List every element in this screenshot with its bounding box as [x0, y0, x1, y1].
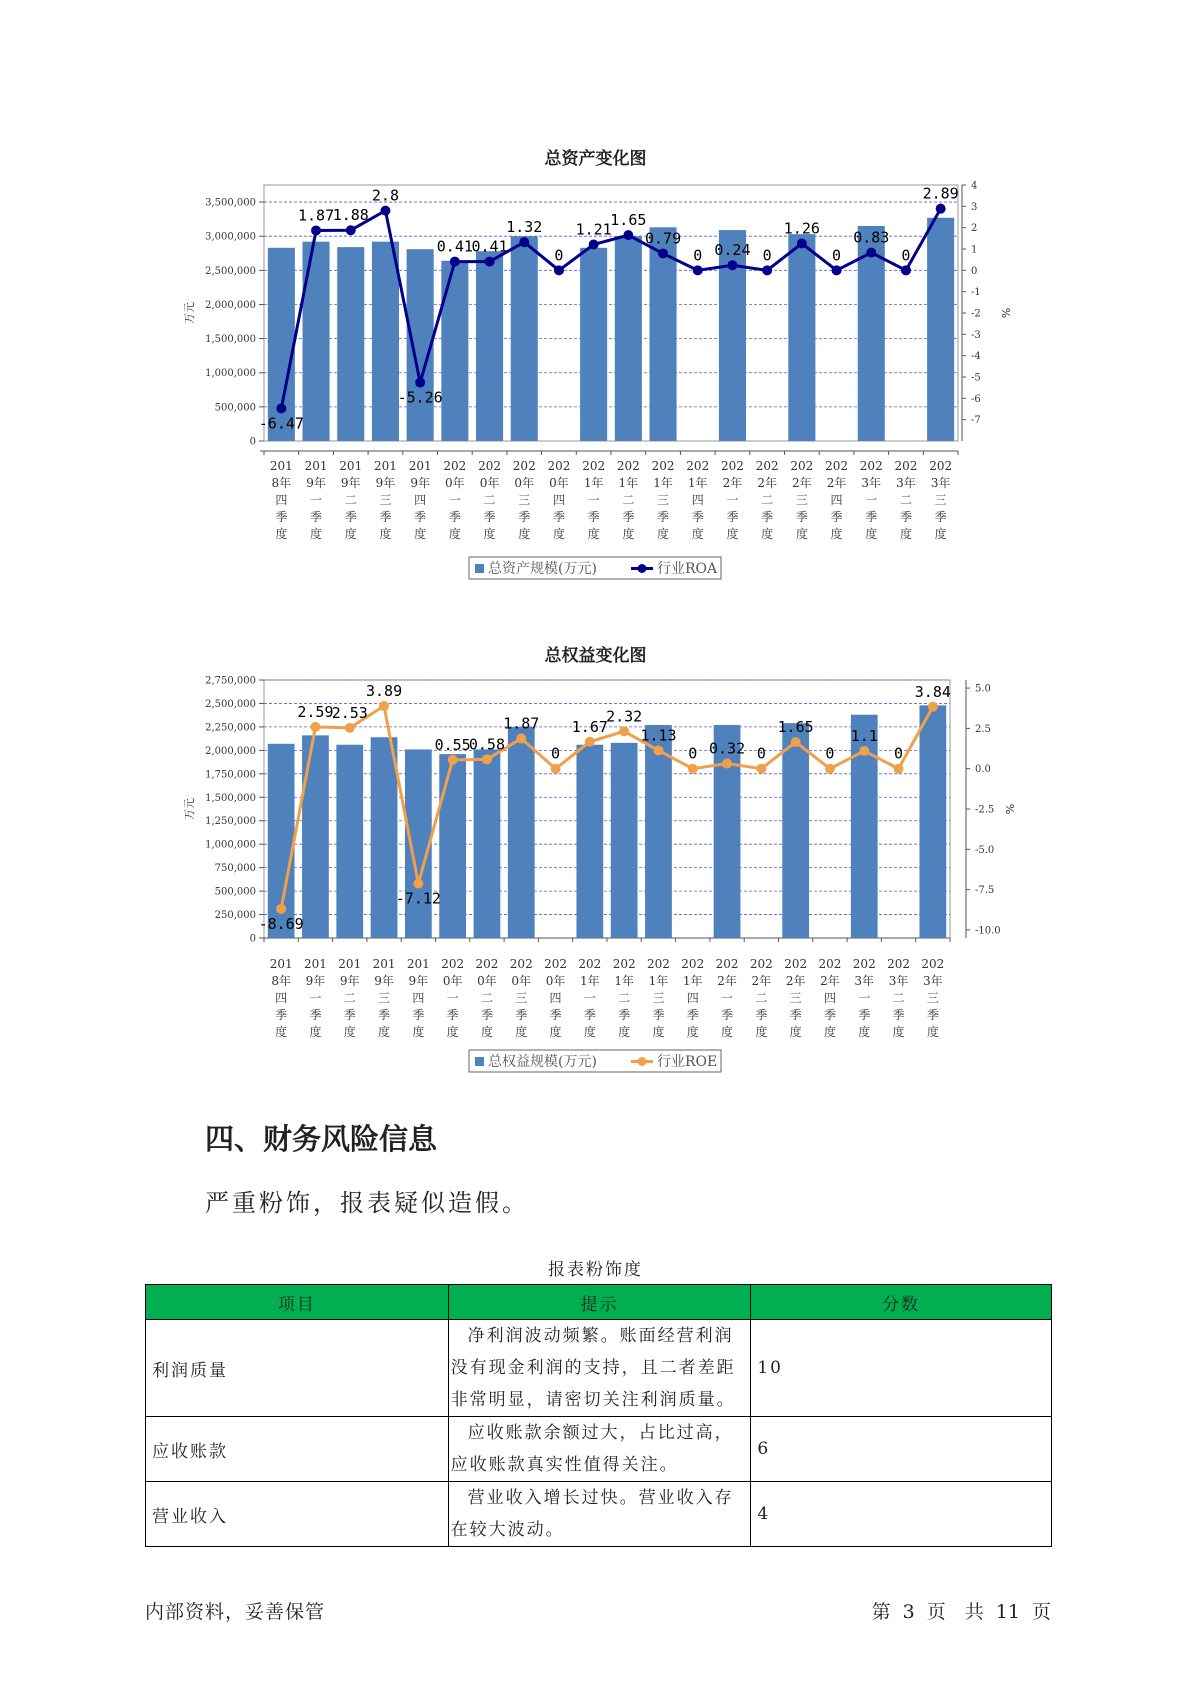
- y2-axis-label: %: [1003, 803, 1016, 815]
- y2-tick-label: 2.5: [975, 723, 991, 735]
- bar: [474, 749, 501, 938]
- y2-tick-label: -4: [971, 351, 981, 363]
- x-tick-label: 202 2年二季度: [755, 459, 779, 541]
- bar: [441, 261, 468, 441]
- y-tick-label: 3,000,000: [205, 231, 256, 243]
- bar: [405, 749, 432, 938]
- y-tick-label: 2,750,000: [205, 675, 256, 687]
- series-point: [658, 248, 668, 258]
- y-tick-label: 2,250,000: [205, 722, 256, 734]
- chart-title-total-assets: 总资产变化图: [544, 149, 647, 169]
- x-tick-label: 202 0年二季度: [475, 957, 499, 1039]
- bar: [580, 248, 607, 441]
- bar: [439, 754, 466, 938]
- y-tick-label: 0: [249, 436, 256, 448]
- x-tick-label: 202 1年一季度: [578, 957, 602, 1039]
- series-point: [516, 734, 526, 744]
- x-tick-label: 202 2年四季度: [818, 957, 842, 1039]
- y2-tick-label: -3: [971, 329, 981, 341]
- x-tick-label: 202 1年二季度: [612, 957, 636, 1039]
- data-label: 0.83: [853, 228, 890, 247]
- legend-line-label: 行业ROA: [657, 561, 718, 577]
- x-tick-label: 202 3年一季度: [859, 459, 883, 541]
- y2-tick-label: -10.0: [975, 925, 1001, 937]
- y-tick-label: 3,500,000: [205, 197, 256, 209]
- x-tick-label: 202 0年四季度: [544, 957, 568, 1039]
- y-tick-label: 1,500,000: [205, 334, 256, 346]
- data-label: 1.87: [297, 206, 335, 225]
- legend-bar-label: 总权益规模(万元): [488, 1054, 597, 1070]
- y2-tick-label: -5: [971, 372, 981, 384]
- y2-tick-label: -2: [971, 308, 981, 320]
- y2-tick-label: 0: [971, 265, 978, 277]
- y2-tick-label: -2.5: [975, 804, 995, 816]
- series-point: [825, 764, 835, 774]
- risk-summary: 严重粉饰，报表疑似造假。: [205, 1189, 529, 1217]
- bar: [372, 242, 399, 441]
- y2-tick-label: 3: [971, 201, 978, 213]
- data-label: 1.1: [850, 726, 878, 745]
- bar: [508, 727, 535, 938]
- data-label: 0: [901, 246, 911, 265]
- series-point: [519, 237, 529, 247]
- data-label: -8.69: [258, 914, 304, 933]
- x-tick-label: 202 0年三季度: [509, 957, 533, 1039]
- data-label: 1.87: [503, 714, 540, 733]
- series-point: [762, 265, 772, 275]
- series-point: [832, 265, 842, 275]
- series-point: [346, 225, 356, 235]
- series-point: [276, 403, 286, 413]
- y2-tick-label: 1: [971, 244, 978, 256]
- series-point: [688, 764, 698, 774]
- series-point: [310, 722, 320, 732]
- y-axis-label: 万元: [183, 302, 196, 324]
- total-assets-chart: [0, 175, 1191, 595]
- y2-axis-label: %: [999, 307, 1012, 319]
- y-tick-label: 500,000: [214, 402, 256, 414]
- header-item: 项目: [146, 1285, 449, 1320]
- data-label: 2.89: [922, 184, 959, 203]
- x-tick-label: 202 3年一季度: [852, 957, 876, 1039]
- bar: [611, 743, 638, 938]
- y2-tick-label: -7: [971, 415, 981, 427]
- series-point: [379, 701, 389, 711]
- table-header-row: [146, 1285, 1052, 1320]
- bar: [371, 737, 398, 938]
- series-point: [727, 260, 737, 270]
- x-tick-label: 202 1年四季度: [686, 459, 710, 541]
- data-label: 0.41: [471, 237, 508, 256]
- legend-bar-label: 总资产规模(万元): [488, 561, 597, 577]
- series-point: [482, 754, 492, 764]
- header-tip: 提示: [448, 1285, 751, 1320]
- y2-tick-label: -7.5: [975, 885, 995, 897]
- series-point: [859, 746, 869, 756]
- series-point: [894, 764, 904, 774]
- series-point: [413, 878, 423, 888]
- series-point: [797, 238, 807, 248]
- x-tick-label: 201 8年四季度: [269, 459, 293, 541]
- total-equity-chart: [0, 672, 1191, 1092]
- series-point: [589, 240, 599, 250]
- y2-tick-label: 2: [971, 223, 978, 235]
- series-point: [653, 745, 663, 755]
- x-tick-label: 202 0年一季度: [441, 957, 465, 1039]
- data-label: 0.79: [644, 229, 682, 248]
- bar: [927, 218, 954, 441]
- x-tick-label: 202 3年三季度: [929, 459, 953, 541]
- x-tick-label: 202 1年三季度: [651, 459, 675, 541]
- y-axis-label: 万元: [183, 798, 196, 820]
- y-tick-label: 1,750,000: [205, 769, 256, 781]
- bar: [476, 251, 503, 441]
- x-tick-label: 202 0年二季度: [478, 459, 502, 541]
- x-tick-label: 202 2年一季度: [720, 459, 744, 541]
- section-heading: 四、财务风险信息: [205, 1122, 438, 1156]
- series-point: [554, 265, 564, 275]
- x-tick-label: 201 9年二季度: [338, 957, 362, 1039]
- x-tick-label: 201 9年四季度: [406, 957, 430, 1039]
- series-point: [276, 904, 286, 914]
- data-label: -6.47: [258, 414, 304, 433]
- legend: [469, 557, 721, 579]
- y-tick-label: 2,500,000: [205, 698, 256, 710]
- data-label: 0: [554, 246, 564, 265]
- bar: [919, 705, 946, 938]
- y2-tick-label: -1: [971, 287, 981, 299]
- x-tick-label: 202 0年一季度: [443, 459, 467, 541]
- data-label: 0.24: [714, 241, 751, 260]
- x-tick-label: 201 9年一季度: [304, 459, 328, 541]
- data-label: 0: [762, 246, 772, 265]
- y-tick-label: 2,000,000: [205, 745, 256, 757]
- bar: [788, 234, 815, 441]
- data-label: 2.53: [331, 703, 368, 722]
- y2-tick-label: 5.0: [975, 683, 991, 695]
- table-row: [146, 1320, 1052, 1417]
- y-tick-label: 250,000: [214, 910, 256, 922]
- risk-table: [145, 1284, 1052, 1547]
- x-tick-label: 202 2年一季度: [715, 957, 739, 1039]
- x-tick-label: 201 9年二季度: [339, 459, 363, 541]
- data-label: 0: [832, 246, 842, 265]
- legend-bar-swatch: [475, 564, 484, 573]
- series-point: [551, 764, 561, 774]
- legend-line-marker: [638, 1057, 647, 1066]
- data-label: 1.88: [332, 206, 369, 225]
- y2-tick-label: 4: [971, 180, 978, 192]
- y2-tick-label: -6: [971, 393, 981, 405]
- data-label: 1.13: [640, 726, 677, 745]
- x-tick-label: 202 3年三季度: [921, 957, 945, 1039]
- data-label: 0: [894, 744, 904, 763]
- series-point: [901, 265, 911, 275]
- x-tick-label: 202 0年三季度: [512, 459, 536, 541]
- bar: [615, 236, 642, 441]
- footer-confidential: 内部资料，妥善保管: [145, 1601, 326, 1623]
- data-label: -7.12: [395, 889, 441, 908]
- data-label: 0.41: [436, 237, 473, 256]
- y-tick-label: 2,500,000: [205, 265, 256, 277]
- row-tip: 营业收入增长过快。营业收入存在较大波动。: [448, 1482, 751, 1547]
- data-label: 3.89: [365, 681, 403, 700]
- x-tick-label: 202 0年四季度: [547, 459, 571, 541]
- table-row: [146, 1417, 1052, 1482]
- row-score: 6: [751, 1417, 1052, 1482]
- series-point: [311, 225, 321, 235]
- bar: [782, 723, 809, 938]
- data-label: 0.55: [434, 735, 471, 754]
- x-tick-label: 202 2年二季度: [749, 957, 773, 1039]
- x-tick-label: 202 3年二季度: [887, 957, 911, 1039]
- x-tick-label: 201 9年一季度: [303, 957, 327, 1039]
- series-point: [448, 755, 458, 765]
- bar: [576, 745, 603, 938]
- row-item: 应收账款: [146, 1417, 449, 1482]
- x-tick-label: 202 2年三季度: [790, 459, 814, 541]
- data-label: 0: [756, 744, 766, 763]
- data-label: 1.67: [571, 717, 608, 736]
- series-point: [756, 764, 766, 774]
- bar: [302, 735, 329, 938]
- series-point: [936, 204, 946, 214]
- y2-tick-label: -5.0: [975, 844, 995, 856]
- data-label: 1.21: [575, 220, 612, 239]
- data-label: 0: [551, 744, 561, 763]
- y-tick-label: 1,500,000: [205, 792, 256, 804]
- data-label: 1.65: [777, 718, 814, 737]
- data-label: 3.84: [914, 682, 951, 701]
- series-point: [585, 737, 595, 747]
- footer-page-number: 第 3 页 共 11 页: [871, 1601, 1051, 1623]
- row-tip: 净利润波动频繁。账面经营利润没有现金利润的支持，且二者差距非常明显，请密切关注利润质量。: [448, 1320, 751, 1417]
- row-tip: 应收账款余额过大，占比过高，应收账款真实性值得关注。: [448, 1417, 751, 1482]
- x-tick-label: 202 1年二季度: [616, 459, 640, 541]
- y-tick-label: 500,000: [214, 886, 256, 898]
- legend-line-label: 行业ROE: [657, 1054, 718, 1070]
- legend-line-marker: [638, 564, 647, 573]
- x-tick-label: 201 9年三季度: [373, 459, 397, 541]
- series-point: [623, 230, 633, 240]
- x-tick-label: 202 1年三季度: [646, 957, 670, 1039]
- data-label: 2.59: [297, 702, 334, 721]
- data-label: 0.58: [468, 735, 506, 754]
- data-label: -5.26: [397, 388, 443, 407]
- y-tick-label: 1,000,000: [205, 368, 256, 380]
- bar: [337, 247, 364, 441]
- series-point: [722, 759, 732, 769]
- data-label: 1.32: [506, 218, 543, 237]
- data-label: 0: [693, 246, 703, 265]
- data-label: 2.8: [371, 186, 399, 205]
- x-tick-label: 201 9年四季度: [408, 459, 432, 541]
- series-point: [619, 726, 629, 736]
- y-tick-label: 0: [249, 933, 256, 945]
- data-label: 0: [825, 744, 835, 763]
- data-label: 0.32: [708, 739, 746, 758]
- series-point: [866, 248, 876, 258]
- x-tick-label: 202 2年四季度: [825, 459, 849, 541]
- y-tick-label: 1,000,000: [205, 839, 256, 851]
- series-point: [380, 206, 390, 216]
- y-tick-label: 2,000,000: [205, 299, 256, 311]
- series-point: [791, 737, 801, 747]
- x-tick-label: 202 2年三季度: [784, 957, 808, 1039]
- legend: [469, 1050, 721, 1072]
- data-label: 1.65: [610, 211, 647, 230]
- legend-bar-swatch: [475, 1057, 484, 1066]
- series-point: [450, 257, 460, 267]
- series-point: [415, 378, 425, 388]
- row-score: 4: [751, 1482, 1052, 1547]
- table-row: [146, 1482, 1052, 1547]
- table-caption: 报表粉饰度: [548, 1260, 643, 1280]
- row-item: 利润质量: [146, 1320, 449, 1417]
- data-label: 2.32: [606, 707, 643, 726]
- series-point: [693, 265, 703, 275]
- y-tick-label: 1,250,000: [205, 816, 256, 828]
- x-tick-label: 202 1年四季度: [681, 957, 705, 1039]
- y-tick-label: 750,000: [214, 863, 256, 875]
- series-point: [345, 723, 355, 733]
- row-score: 10: [751, 1320, 1052, 1417]
- series-point: [928, 702, 938, 712]
- x-tick-label: 202 3年二季度: [894, 459, 918, 541]
- x-tick-label: 201 9年三季度: [372, 957, 396, 1039]
- chart-title-total-equity: 总权益变化图: [544, 646, 647, 666]
- x-tick-label: 202 1年一季度: [582, 459, 606, 541]
- y2-tick-label: 0.0: [975, 764, 991, 776]
- header-score: 分数: [751, 1285, 1052, 1320]
- x-tick-label: 201 8年四季度: [269, 957, 293, 1039]
- series-point: [485, 257, 495, 267]
- row-item: 营业收入: [146, 1482, 449, 1547]
- data-label: 0: [688, 744, 698, 763]
- bar: [336, 745, 363, 938]
- data-label: 1.26: [783, 219, 820, 238]
- bar: [511, 236, 538, 441]
